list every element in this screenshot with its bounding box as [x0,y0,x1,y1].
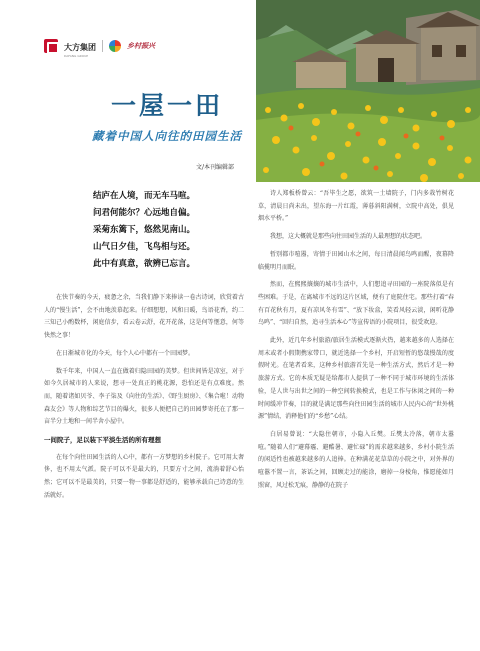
rural-revitalization-logo-icon [109,40,121,52]
left-text-column [44,292,244,508]
article-title: 一屋一田 [110,91,223,120]
header-logos [44,38,155,58]
body-paragraph: 在快节奏的今天，疲惫之余，当我们静下来捧读一卷古诗词，欣赏着古人的“慢生活”，会不由地羡慕起来。仔细想想，风和日暖，鸟语花香，约二三知己小酌数杯，闲庭信步，看云卷云舒，花开花落，这是何等惬意，何等快然之事！ [44,294,244,340]
dafang-logo-text: 大方集团 DAFANG GROUP [64,42,96,58]
body-paragraph: 白居易曾说：“大隐住朝市，小隐入丘樊。丘樊太冷落，朝市太嚣喧。”随着人们“避幕霾、避酷暑、避忙碌”的需求越来越多，乡村小院生活的闲适性也被越来越多的人追捧。在种满花花草草的小院之中，对外界的喧嚣不置一言，茶话之间，回顾走过的能涂，磨掉一身棱角，惟愿能如月照窗，风过松无痕，静静的在院子 [258,430,454,489]
body-paragraph: 在日渐城市化的今天，每个人心中都有一个田园梦。 [56,349,195,357]
body-paragraph: 暂别都市喧嚣，寄情于田园山水之间，每日清晨闻鸟鸣而醒，夜幕降临揽明月而眠。 [258,250,454,271]
village-garden-illustration [256,0,480,182]
body-paragraph: 在每个向往田园生活的人心中，都有一方梦想的乡村院子。它可用太奢侈，也不用太气派。院子可以不是最大的，只要方寸之间，流淌着舒心怡然；它可以不是最美的，只要一物一事都是舒适的，能够承载自己诗意的生活就好。 [44,453,244,499]
article-subtitle: 藏着中国人向往的田园生活 [92,129,242,143]
rural-revitalization-logo-text: 乡村振兴 [127,42,155,50]
dafang-logo-icon [44,39,58,53]
body-paragraph: 数千年来，中国人一直在做着归隐田园的美梦。但世间皆是凉室，对于如今久居城市的人来说，想寻一处真正的桃花源，恐怕还是有点难度。然而，随着诸如贝爷、李子柒及《向往的生活》、《野生厨房》、《集合啦！动物森友会》等人物和综艺节目的爆火，很多人便把自己的田园梦寄托在了那一亩半分土地和一间半舍小屋中。 [44,367,244,426]
poem-line: 采菊东篱下，悠然见南山。 [93,225,196,235]
poem-block [93,188,233,273]
poem-line: 结庐在人境，而无车马喧。 [93,191,196,201]
article-author: 文/本刊编辑部 [196,164,235,171]
logo-divider [102,40,103,52]
poem-line: 此中有真意，欲辨已忘言。 [93,259,196,269]
header-photo-village-garden [256,0,480,182]
poem-line: 山气日夕佳，飞鸟相与还。 [93,242,196,252]
right-text-column [258,188,454,497]
body-paragraph: 然而，在熙熙攘攘的城市生活中，人们想追寻田园的一座院落似是有些困难。于是，在离城市不远的这片区域，便有了庭院住宅。那些打着“春有百花秋有月，夏有凉风冬有雪”、“放下妆盒，笑看风轻云淡，闲听花静鸟鸣”、“回归自然，追寻生活本心”等宣传语的小院项目，很受欢迎。 [258,281,454,327]
body-paragraph: 诗人郑板桥曾云：“吾毕生之愿，欲筑一土墙院子，门内多栽竹树花草，清晨日尚未出，望东海一片红霞，薄暮斜阳满树，立院中高处，俱见烟水平桥。” [258,190,454,223]
body-paragraph: 我想，这大概就是那些向往田园生活的人最理想的状态吧。 [270,233,427,241]
poem-line: 问君何能尔？心远地自偏。 [93,208,196,218]
body-paragraph: 此外，近几年乡村旅游/旅居生活模式逐渐火热，越来越多的人选择在周末或者小假期携家带口，就近选择一个乡村，开启短暂的悠哉慢哉的度假时光。在笔者看来，这种乡村旅游首先是一种生活方式，然后才是一种旅游方式。它的本质无疑是给都市人提供了一种不同于城市环境的生活体验，是人世与出世之间的一种空间转换模式，也是工作与休闲之间的一种时间缓冲节奏，目的就是满足那些向往田园生活的城市人民内心的“世外桃源”情结，消释他们的“乡愁”心结。 [258,337,454,421]
section-heading: 一间院子，足以装下平淡生活的所有理想 [44,436,161,445]
